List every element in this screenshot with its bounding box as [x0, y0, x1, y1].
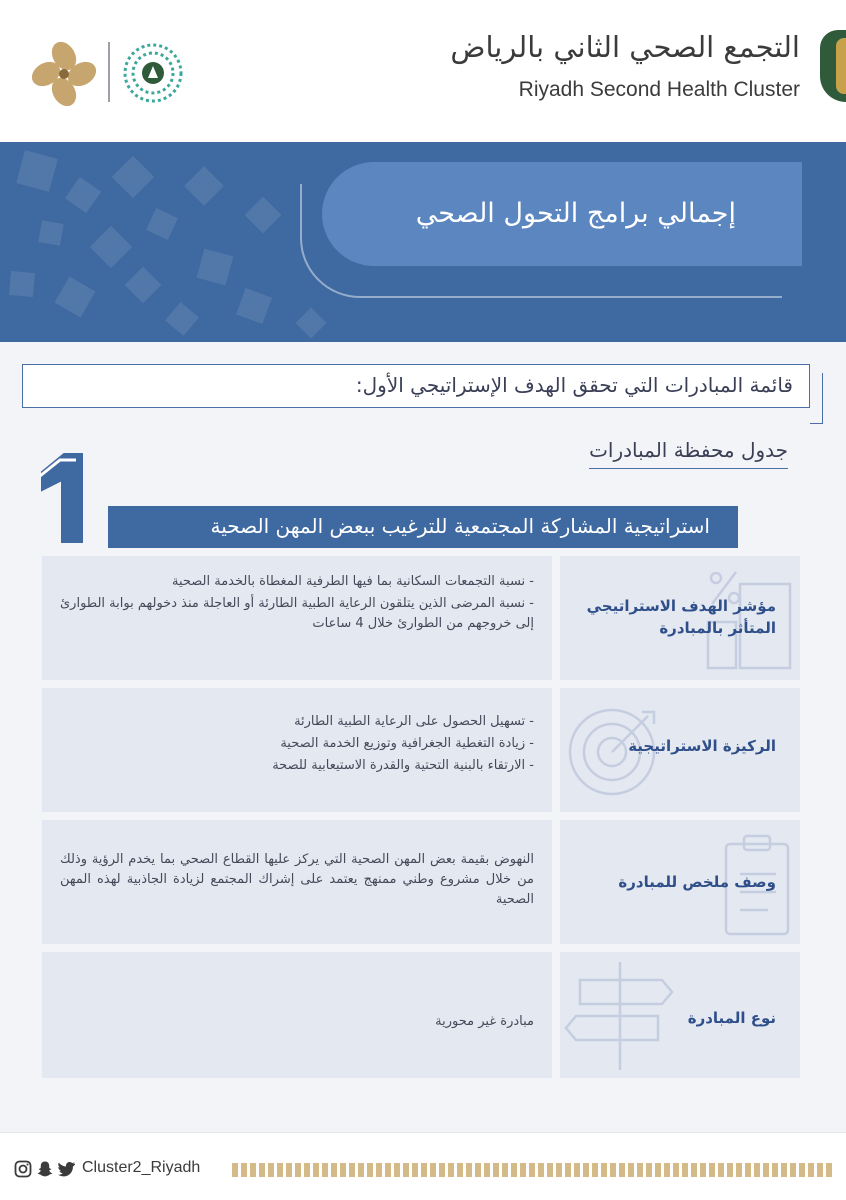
- row-2-text-line: - زيادة التغطية الجغرافية وتوزيع الخدمة الصحية: [280, 736, 534, 752]
- vision-emblem-icon: [122, 42, 184, 104]
- banner-decor-square: [184, 166, 224, 206]
- row-1-label-line: المتأثر بالمبادرة: [659, 618, 776, 637]
- row-4-label: [688, 1008, 776, 1030]
- row-1-label: [587, 596, 776, 640]
- row-3-text-line: النهوض بقيمة بعض المهن الصحية التي يركز عليها القطاع الصحي بما يخدم الرؤية وذلك من خلال مشروع وطني ممنهج يعتمد على إشراك المجتمع لزيادة الجاذبية لهذه المهن الصحية: [60, 852, 534, 908]
- banner-decor-square: [16, 150, 58, 192]
- header: [0, 0, 846, 142]
- banner-decor-square: [295, 307, 326, 338]
- content-panel: [0, 342, 846, 1132]
- banner-title: إجمالي برامج التحول الصحي: [415, 198, 736, 229]
- row-3-label-line: وصف ملخص للمبادرة: [618, 873, 776, 891]
- row-1-text: [60, 572, 534, 636]
- banner-decor-square: [112, 156, 154, 198]
- row-2-text-line: - الارتقاء بالبنية التحتية والقدرة الاستيعابية للصحة: [272, 758, 534, 774]
- row-2-value: [42, 688, 552, 812]
- row-1-text-line: - نسبة المرضى الذين يتلقون الرعاية الطبية الطارئة أو العاجلة منذ دخولهم بوابة الطوارئ إلى خروجهم من الطوارئ خلال 4 ساعات: [60, 596, 534, 632]
- banner-decor-square: [125, 267, 162, 304]
- banner-decor-square: [65, 177, 101, 213]
- banner-decor-square: [38, 220, 63, 245]
- goal-heading: قائمة المبادرات التي تحقق الهدف الإستراتيجي الأول:: [355, 373, 793, 397]
- snapchat-icon[interactable]: [36, 1160, 54, 1178]
- banner-decor-square: [90, 226, 132, 268]
- initiative-title-bar: [108, 506, 738, 548]
- green-brand-mark-icon: [820, 30, 846, 102]
- row-1-value: [42, 556, 552, 680]
- row-3-label-cell: [560, 820, 800, 944]
- flower-logo-icon: [30, 40, 98, 108]
- portfolio-title: جدول محفظة المبادرات: [589, 438, 788, 469]
- row-2-text: [60, 712, 534, 778]
- row-2-label: [628, 736, 776, 758]
- row-4-text-line: مبادرة غير محورية: [435, 1014, 534, 1029]
- initiative-title: استراتيجية المشاركة المجتمعية للترغيب ببعض المهن الصحية: [210, 514, 710, 538]
- instagram-icon[interactable]: [14, 1160, 32, 1178]
- banner-decor-square: [165, 302, 199, 336]
- banner-decor-square: [9, 271, 35, 297]
- signpost-icon: [564, 958, 674, 1074]
- banner-decor-square: [245, 197, 282, 234]
- row-3-value: [42, 820, 552, 944]
- footer-decor-pattern: [232, 1163, 832, 1177]
- row-3-label: [618, 872, 776, 894]
- row-4-text: [60, 1012, 534, 1034]
- row-4-value: [42, 952, 552, 1078]
- row-2-label-line: الركيزة الاستراتيجية: [628, 737, 776, 755]
- row-2-text-line: - تسهيل الحصول على الرعاية الطبية الطارئة: [294, 714, 534, 729]
- banner-decor-square: [236, 288, 272, 324]
- row-4-label-cell: [560, 952, 800, 1078]
- banner-decor-square: [197, 249, 234, 286]
- cluster-name-english: Riyadh Second Health Cluster: [518, 78, 800, 101]
- row-4-label-line: نوع المبادرة: [687, 1009, 776, 1027]
- initiative-number: [38, 450, 88, 546]
- logo-divider: [108, 42, 110, 102]
- social-handle[interactable]: Cluster2_Riyadh: [82, 1159, 201, 1176]
- cluster-name-arabic: التجمع الصحي الثاني بالرياض: [450, 30, 800, 64]
- footer: [0, 1132, 846, 1200]
- row-1-label-cell: [560, 556, 800, 680]
- banner: [0, 142, 846, 342]
- row-2-label-cell: [560, 688, 800, 812]
- banner-decor-square: [146, 208, 178, 240]
- goal-heading-box: [22, 364, 810, 408]
- banner-decor-square: [55, 277, 96, 318]
- row-3-text: [60, 850, 534, 912]
- twitter-icon[interactable]: [58, 1160, 76, 1178]
- initiative-number-text: 1: [38, 450, 39, 451]
- row-1-label-line: مؤشر الهدف الاستراتيجي: [586, 597, 776, 615]
- row-1-text-line: - نسبة التجمعات السكانية بما فيها الطرفية المغطاة بالخدمة الصحية: [171, 574, 534, 589]
